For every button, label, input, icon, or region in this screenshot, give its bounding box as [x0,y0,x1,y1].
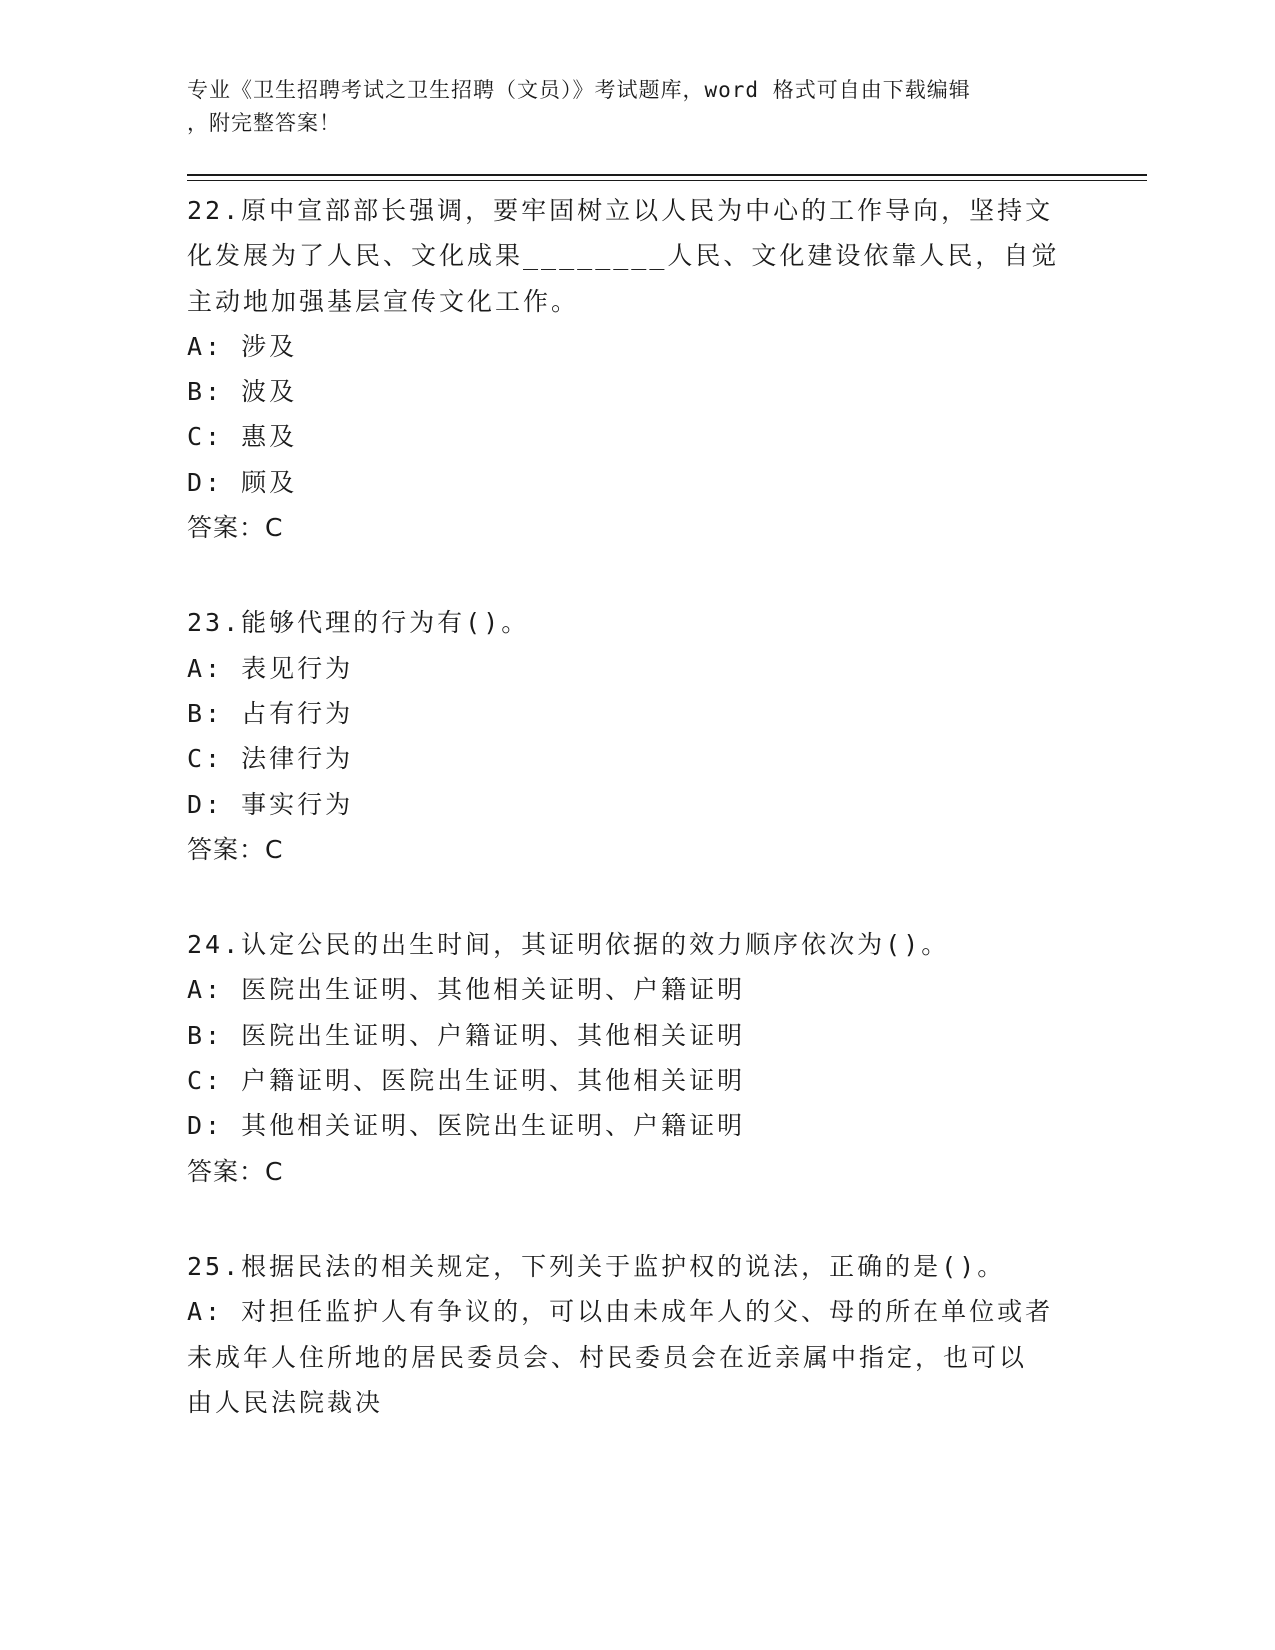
option-a: A: 表见行为 [187,653,354,683]
option-b: B: 医院出生证明、户籍证明、其他相关证明 [187,1020,746,1050]
question-stem-line: 22.原中宣部部长强调，要牢固树立以人民为中心的工作导向，坚持文 [187,196,1054,225]
option-c: C: 惠及 [187,422,298,452]
answer-label: 答案：C [187,1156,284,1186]
question-stem-line: 主动地加强基层宣传文化工作。 [187,286,580,316]
header-rule-thick [187,174,1147,176]
answer-label: 答案：C [187,834,284,864]
option-d: D: 其他相关证明、医院出生证明、户籍证明 [187,1111,746,1141]
question-24 [187,922,1067,1194]
option-a-continued: 由人民法院裁决 [187,1387,384,1417]
option-a: A: 涉及 [187,331,298,361]
option-c: C: 法律行为 [187,744,354,774]
option-d: D: 事实行为 [187,789,354,819]
option-a: A: 对担任监护人有争议的，可以由未成年人的父、母的所在单位或者 [187,1297,1054,1327]
option-a-continued: 未成年人住所地的居民委员会、村民委员会在近亲属中指定，也可以 [187,1342,1028,1372]
option-b: B: 占有行为 [187,698,354,728]
header-line-2: ，附完整答案！ [187,111,341,135]
header-rule-thin [187,180,1147,181]
option-b: B: 波及 [187,377,298,407]
header-line-1: 专业《卫生招聘考试之卫生招聘（文员）》考试题库，word 格式可自由下载编辑 [187,78,971,102]
question-stem-line: 化发展为了人民、文化成果________人民、文化建设依靠人民，自觉 [187,241,1060,271]
option-a: A: 医院出生证明、其他相关证明、户籍证明 [187,975,746,1005]
question-stem-line: 24.认定公民的出生时间，其证明依据的效力顺序依次为()。 [187,930,950,960]
question-stem-line: 23.能够代理的行为有()。 [187,608,530,638]
question-25 [187,1244,1067,1425]
question-stem-line: 25.根据民法的相关规定，下列关于监护权的说法，正确的是()。 [187,1251,1006,1281]
option-c: C: 户籍证明、医院出生证明、其他相关证明 [187,1066,746,1096]
question-list [187,188,1067,1425]
question-23 [187,600,1067,872]
answer-label: 答案：C [187,513,284,543]
document-header [187,74,1067,140]
option-d: D: 顾及 [187,467,298,497]
question-22 [187,188,1067,550]
